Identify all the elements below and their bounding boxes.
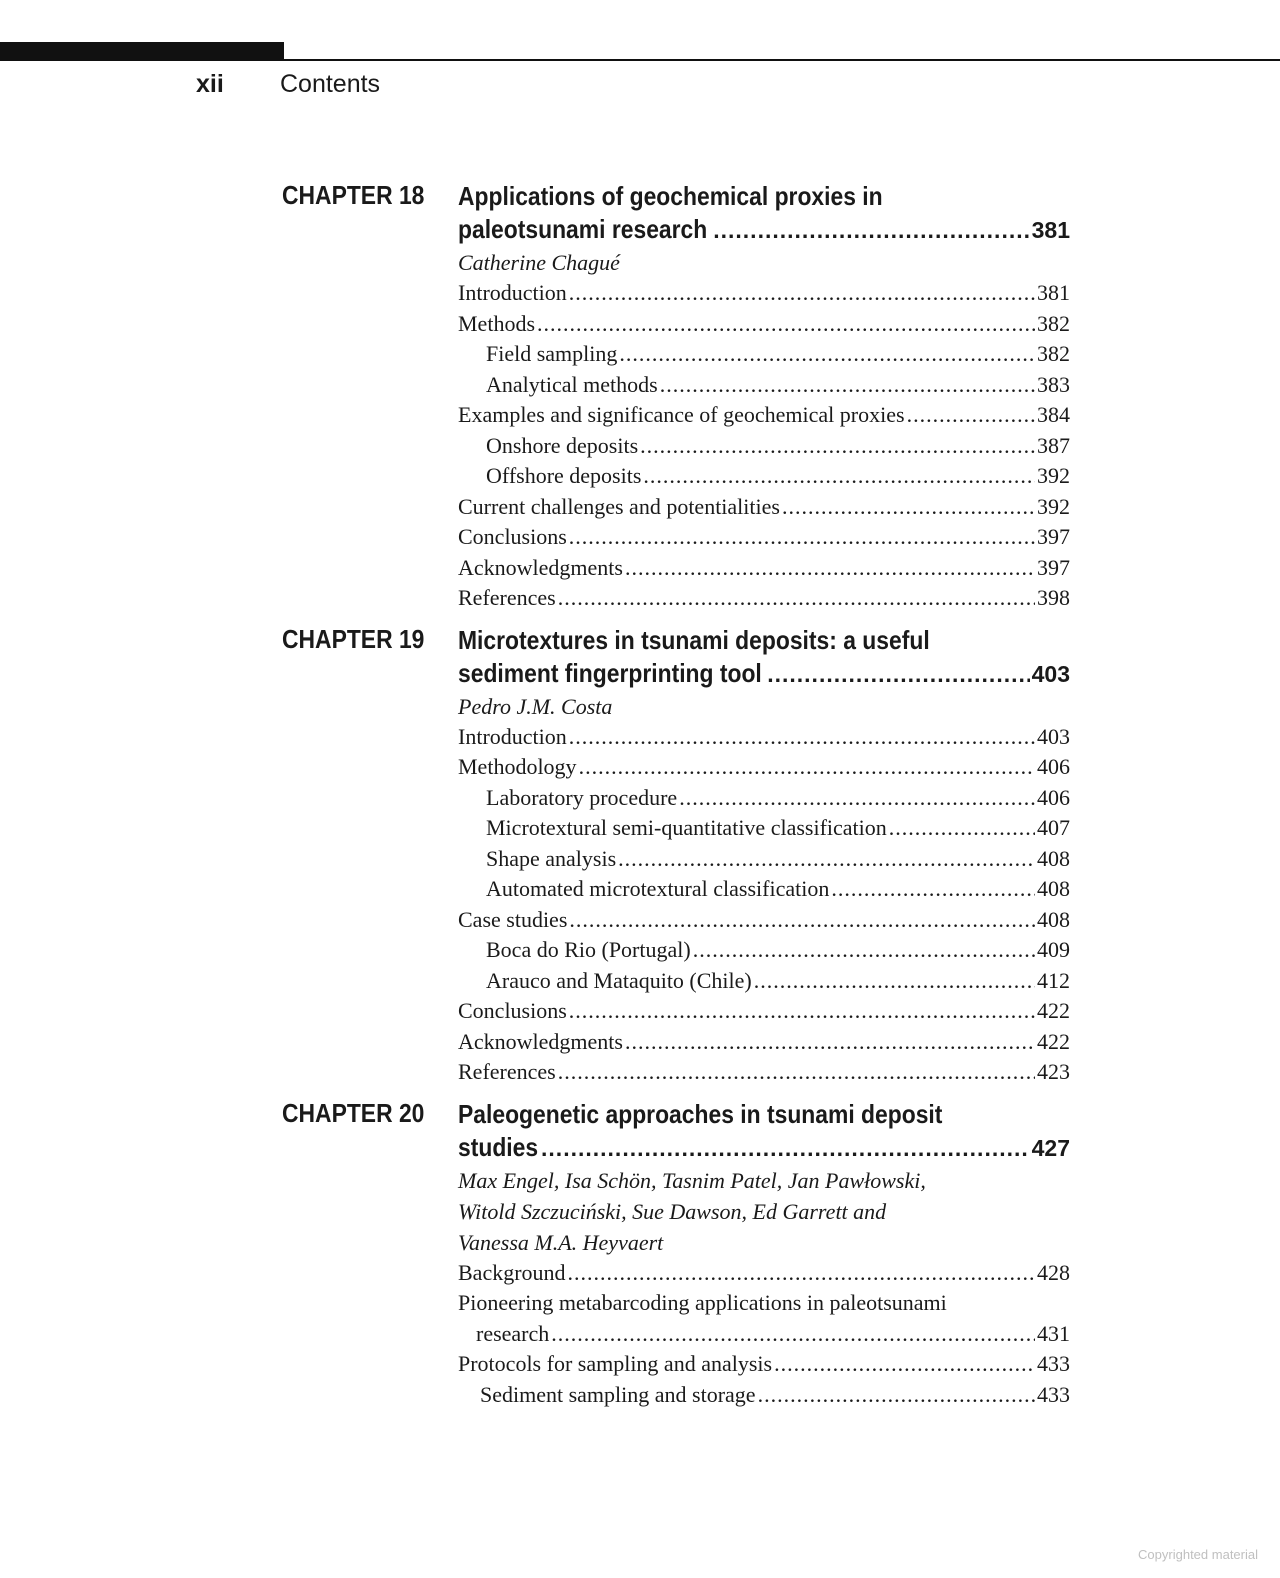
entry-title: Onshore deposits <box>486 432 639 458</box>
entry-title: Acknowledgments <box>458 554 623 580</box>
toc-entry[interactable] <box>458 752 1070 783</box>
toc-subentry[interactable] <box>458 461 1070 492</box>
chapter-label: CHAPTER 18 <box>282 180 425 210</box>
header-rule <box>284 59 1280 61</box>
chapter-body <box>458 1098 1070 1411</box>
entry-page: 428 <box>1037 1259 1070 1285</box>
toc-subentry[interactable] <box>458 813 1070 844</box>
leader-dots <box>643 461 1035 492</box>
entry-title: Methods <box>458 310 535 336</box>
entry-title: Case studies <box>458 906 568 932</box>
entry-title: Field sampling <box>486 341 618 366</box>
entry-title: research <box>476 1320 550 1346</box>
entry-page: 383 <box>1037 371 1070 397</box>
chapter-18 <box>282 180 1072 614</box>
entry-page: 423 <box>1037 1059 1070 1084</box>
toc-entry[interactable] <box>458 309 1070 340</box>
chapter-authors: Max Engel, Isa Schön, Tasnim Patel, Jan Pawłowski, <box>458 1167 926 1193</box>
entry-title: Conclusions <box>458 998 567 1023</box>
chapter-title[interactable] <box>458 624 1070 691</box>
chapter-title-line: studies <box>458 1131 539 1162</box>
toc-entry[interactable] <box>458 492 1070 523</box>
chapter-page: 403 <box>1031 660 1070 687</box>
chapter-body <box>458 180 1070 614</box>
toc-subentry[interactable] <box>458 370 1070 401</box>
leader-dots <box>537 309 1035 340</box>
leader-dots <box>579 752 1035 783</box>
entry-title: Acknowledgments <box>458 1028 623 1054</box>
entry-page: 392 <box>1037 493 1070 519</box>
entry-page: 382 <box>1037 310 1070 336</box>
toc-subentry[interactable] <box>458 874 1070 905</box>
table-of-contents <box>282 180 1072 1420</box>
entry-title: Laboratory procedure <box>486 784 678 810</box>
chapter-title-line: sediment fingerprinting tool <box>458 657 762 688</box>
entry-page: 431 <box>1037 1320 1070 1346</box>
entry-title: Examples and significance of geochemical proxies <box>458 402 905 427</box>
chapter-authors: Vanessa M.A. Heyvaert <box>458 1229 664 1255</box>
entry-title: Automated microtextural classification <box>486 876 830 901</box>
entry-page: 408 <box>1037 876 1070 901</box>
entry-page: 409 <box>1037 937 1070 962</box>
entry-title: Shape analysis <box>486 845 617 871</box>
leader-dots <box>693 935 1035 966</box>
entry-page: 392 <box>1037 463 1070 488</box>
leader-dots <box>713 214 1029 247</box>
chapter-title[interactable] <box>458 180 1070 247</box>
leader-dots <box>831 874 1035 905</box>
toc-entry[interactable] <box>458 1288 1070 1319</box>
leader-dots <box>568 1258 1035 1289</box>
entry-title: Analytical methods <box>486 371 658 397</box>
leader-dots <box>774 1349 1035 1380</box>
leader-dots <box>541 1132 1030 1165</box>
entry-page: 398 <box>1037 585 1070 610</box>
toc-subentry[interactable] <box>458 431 1070 462</box>
leader-dots <box>889 813 1035 844</box>
leader-dots <box>640 431 1035 462</box>
entry-page: 397 <box>1037 524 1070 549</box>
entry-page: 406 <box>1037 784 1070 810</box>
toc-subentry[interactable] <box>458 1380 1070 1411</box>
entry-page: 381 <box>1037 280 1070 305</box>
toc-entry[interactable] <box>458 1258 1070 1289</box>
chapter-title-leader <box>458 213 1070 247</box>
leader-dots <box>569 722 1035 753</box>
leader-dots <box>569 278 1035 309</box>
leader-dots <box>618 844 1035 875</box>
toc-entry[interactable] <box>458 1349 1070 1380</box>
toc-entry[interactable] <box>458 278 1070 309</box>
entry-title: Conclusions <box>458 524 567 549</box>
toc-entry-continuation[interactable] <box>458 1319 1070 1350</box>
toc-entry[interactable] <box>458 553 1070 584</box>
copyright-notice: Copyrighted material <box>1138 1547 1258 1562</box>
entry-page: 403 <box>1037 723 1070 749</box>
entry-title: References <box>458 1059 556 1084</box>
chapter-20 <box>282 1098 1072 1411</box>
entry-page: 422 <box>1037 1028 1070 1054</box>
leader-dots <box>758 1380 1035 1411</box>
entry-title: Protocols for sampling and analysis <box>458 1351 773 1376</box>
entry-title: Introduction <box>458 280 567 305</box>
leader-dots <box>558 583 1035 614</box>
entry-page: 382 <box>1037 341 1070 366</box>
toc-entry[interactable] <box>458 996 1070 1027</box>
leader-dots <box>551 1319 1035 1350</box>
header-bar <box>0 42 284 61</box>
entry-title: Sediment sampling and storage <box>480 1381 756 1407</box>
leader-dots <box>625 1027 1035 1058</box>
toc-entry[interactable] <box>458 400 1070 431</box>
leader-dots <box>767 658 1029 691</box>
entry-page: 408 <box>1037 906 1070 932</box>
entry-page: 433 <box>1037 1381 1070 1407</box>
leader-dots <box>679 783 1035 814</box>
entry-title: Boca do Rio (Portugal) <box>486 937 691 962</box>
entry-title: Introduction <box>458 723 567 749</box>
entry-title: References <box>458 585 556 610</box>
chapter-title-line: paleotsunami research <box>458 214 708 244</box>
toc-subentry[interactable] <box>458 844 1070 875</box>
chapter-authors: Pedro J.M. Costa <box>458 693 613 719</box>
leader-dots <box>569 522 1035 553</box>
toc-subentry[interactable] <box>458 783 1070 814</box>
toc-entry[interactable] <box>458 722 1070 753</box>
leader-dots <box>558 1057 1035 1088</box>
toc-entry[interactable] <box>458 583 1070 614</box>
toc-entry[interactable] <box>458 1057 1070 1088</box>
entry-title: Arauco and Mataquito (Chile) <box>486 967 752 993</box>
entry-page: 433 <box>1037 1351 1070 1376</box>
chapter-label: CHAPTER 20 <box>282 1097 425 1128</box>
leader-dots <box>754 966 1035 997</box>
toc-subentry[interactable] <box>458 339 1070 370</box>
leader-dots <box>569 905 1035 936</box>
chapter-19 <box>282 624 1072 1088</box>
entry-title: Current challenges and potentialities <box>458 493 780 519</box>
chapter-title[interactable] <box>458 1098 1070 1165</box>
running-head: Contents <box>280 70 381 98</box>
entry-page: 408 <box>1037 845 1070 871</box>
entry-title: Background <box>458 1259 566 1285</box>
leader-dots <box>569 996 1035 1027</box>
chapter-title-line: Applications of geochemical proxies in <box>458 181 883 211</box>
chapter-title-leader <box>458 657 1070 691</box>
entry-page: 387 <box>1037 432 1070 458</box>
chapter-title-line: Microtextures in tsunami deposits: a useful <box>458 624 930 655</box>
entry-title: Offshore deposits <box>486 463 642 488</box>
leader-dots <box>907 400 1035 431</box>
toc-subentry[interactable] <box>458 935 1070 966</box>
toc-entry[interactable] <box>458 522 1070 553</box>
entry-title: Pioneering metabarcoding applications in paleotsunami <box>458 1290 947 1315</box>
leader-dots <box>625 553 1035 584</box>
chapter-label: CHAPTER 19 <box>282 623 425 654</box>
chapter-body <box>458 624 1070 1088</box>
leader-dots <box>660 370 1035 401</box>
entry-page: 384 <box>1037 402 1070 427</box>
entry-page: 407 <box>1037 815 1070 840</box>
leader-dots <box>782 492 1035 523</box>
entry-title: Microtextural semi-quantitative classification <box>486 815 887 840</box>
toc-entry[interactable] <box>458 905 1070 936</box>
entry-page: 406 <box>1037 754 1070 779</box>
entry-page: 412 <box>1037 967 1070 993</box>
chapter-title-line: Paleogenetic approaches in tsunami deposit <box>458 1098 943 1129</box>
chapter-page: 381 <box>1031 217 1070 243</box>
entry-page: 397 <box>1037 554 1070 580</box>
toc-entry[interactable] <box>458 1027 1070 1058</box>
chapter-authors: Catherine Chagué <box>458 250 620 275</box>
chapter-title-leader <box>458 1131 1070 1165</box>
entry-title: Methodology <box>458 754 577 779</box>
chapter-authors: Witold Szczuciński, Sue Dawson, Ed Garrett and <box>458 1198 887 1224</box>
leader-dots <box>619 339 1035 370</box>
entry-page: 422 <box>1037 998 1070 1023</box>
page-number: xii <box>196 70 224 98</box>
chapter-page: 427 <box>1031 1134 1070 1161</box>
toc-subentry[interactable] <box>458 966 1070 997</box>
